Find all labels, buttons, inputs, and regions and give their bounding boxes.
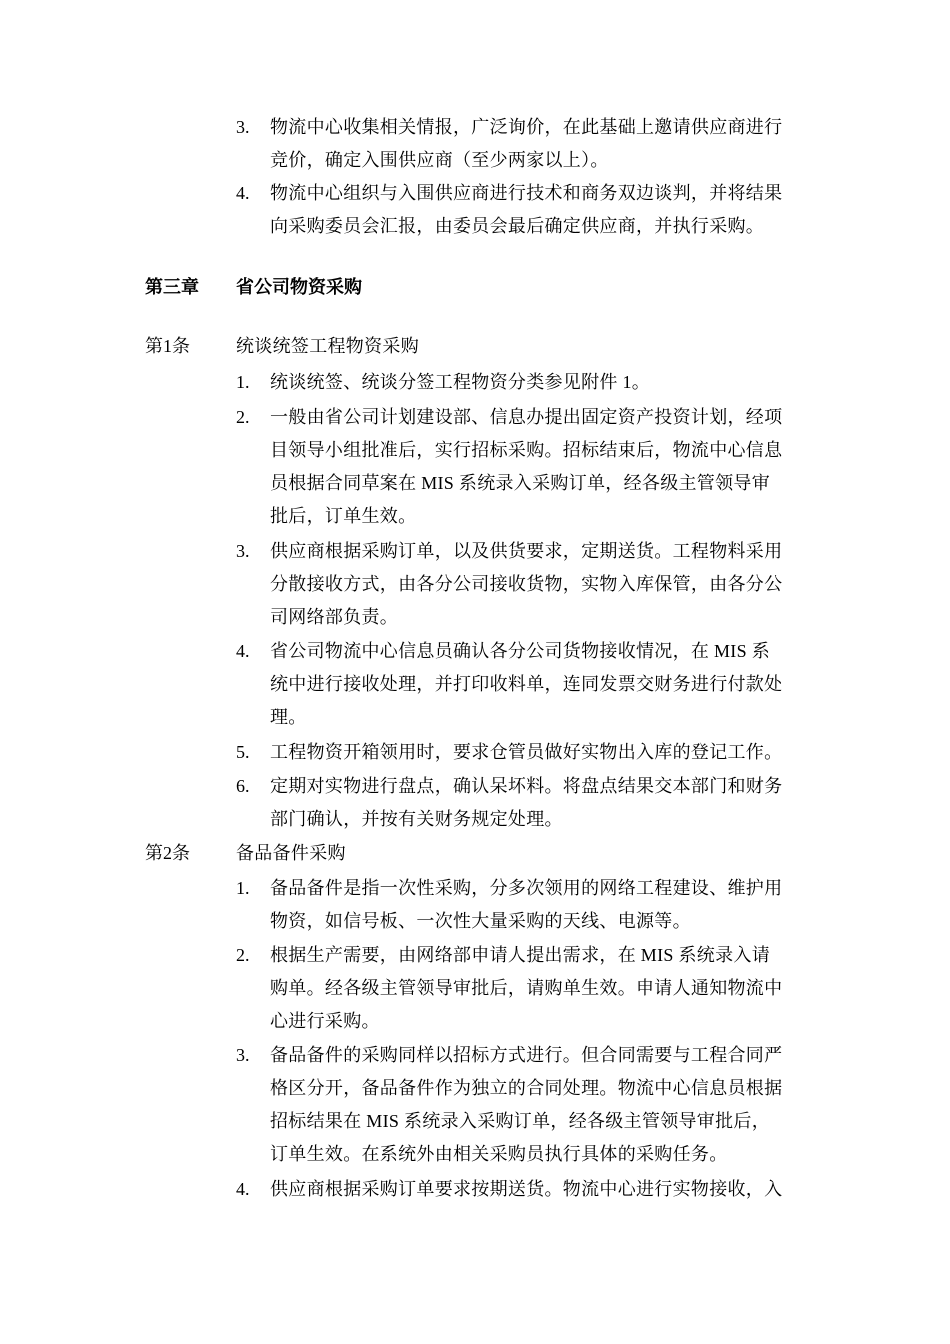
list-number: 3. xyxy=(236,541,250,561)
list-number: 4. xyxy=(236,641,250,661)
list-item-line: 招标结果在 MIS 系统录入采购订单，经各级主管领导审批后， xyxy=(270,1111,771,1131)
list-number: 2. xyxy=(236,945,250,965)
list-item-line: 省公司物流中心信息员确认各分公司货物接收情况，在 MIS 系 xyxy=(270,641,771,661)
list-number: 3. xyxy=(236,117,250,137)
list-item-line: 向采购委员会汇报，由委员会最后确定供应商，并执行采购。 xyxy=(270,216,765,236)
chapter-label: 第三章 xyxy=(145,277,199,297)
list-number: 1. xyxy=(236,878,250,898)
list-item-line: 统谈统签、统谈分签工程物资分类参见附件 1。 xyxy=(270,372,651,392)
list-item-line: 员根据合同草案在 MIS 系统录入采购订单，经各级主管领导审 xyxy=(270,473,771,493)
list-number: 5. xyxy=(236,742,250,762)
list-item-line: 理。 xyxy=(270,707,307,727)
list-item-line: 格区分开，备品备件作为独立的合同处理。物流中心信息员根据 xyxy=(270,1078,783,1098)
article-title: 统谈统签工程物资采购 xyxy=(236,336,419,356)
list-item-line: 竞价，确定入围供应商（至少两家以上）。 xyxy=(270,150,609,170)
list-number: 4. xyxy=(236,183,250,203)
list-item-line: 司网络部负责。 xyxy=(270,607,399,627)
list-item-line: 批后，订单生效。 xyxy=(270,506,417,526)
list-item-line: 供应商根据采购订单要求按期送货。物流中心进行实物接收，入 xyxy=(270,1179,783,1199)
list-item-line: 部门确认，并按有关财务规定处理。 xyxy=(270,809,563,829)
list-item-line: 心进行采购。 xyxy=(270,1011,380,1031)
list-item-line: 订单生效。在系统外由相关采购员执行具体的采购任务。 xyxy=(270,1144,728,1164)
list-number: 1. xyxy=(236,372,250,392)
list-number: 3. xyxy=(236,1045,250,1065)
article-title: 备品备件采购 xyxy=(236,843,346,863)
list-item-line: 备品备件的采购同样以招标方式进行。但合同需要与工程合同严 xyxy=(270,1045,783,1065)
chapter-title: 省公司物资采购 xyxy=(236,277,362,297)
list-number: 6. xyxy=(236,776,250,796)
list-item-line: 定期对实物进行盘点，确认呆坏料。将盘点结果交本部门和财务 xyxy=(270,776,783,796)
list-item-line: 物资，如信号板、一次性大量采购的天线、电源等。 xyxy=(270,911,691,931)
list-item-line: 供应商根据采购订单，以及供货要求，定期送货。工程物料采用 xyxy=(270,541,783,561)
list-item-line: 根据生产需要，由网络部申请人提出需求，在 MIS 系统录入请 xyxy=(270,945,771,965)
list-item-line: 分散接收方式，由各分公司接收货物，实物入库保管，由各分公 xyxy=(270,574,783,594)
list-item-line: 目领导小组批准后，实行招标采购。招标结束后，物流中心信息 xyxy=(270,440,783,460)
article-label: 第1条 xyxy=(145,336,190,356)
list-number: 4. xyxy=(236,1179,250,1199)
list-item-line: 工程物资开箱领用时，要求仓管员做好实物出入库的登记工作。 xyxy=(270,742,783,762)
list-item-line: 购单。经各级主管领导审批后，请购单生效。申请人通知物流中 xyxy=(270,978,783,998)
list-number: 2. xyxy=(236,407,250,427)
list-item-line: 物流中心组织与入围供应商进行技术和商务双边谈判，并将结果 xyxy=(270,183,783,203)
list-item-line: 物流中心收集相关情报，广泛询价，在此基础上邀请供应商进行 xyxy=(270,117,783,137)
list-item-line: 备品备件是指一次性采购，分多次领用的网络工程建设、维护用 xyxy=(270,878,783,898)
list-item-line: 一般由省公司计划建设部、信息办提出固定资产投资计划，经项 xyxy=(270,407,783,427)
list-item-line: 统中进行接收处理，并打印收料单，连同发票交财务进行付款处 xyxy=(270,674,783,694)
article-label: 第2条 xyxy=(145,843,190,863)
